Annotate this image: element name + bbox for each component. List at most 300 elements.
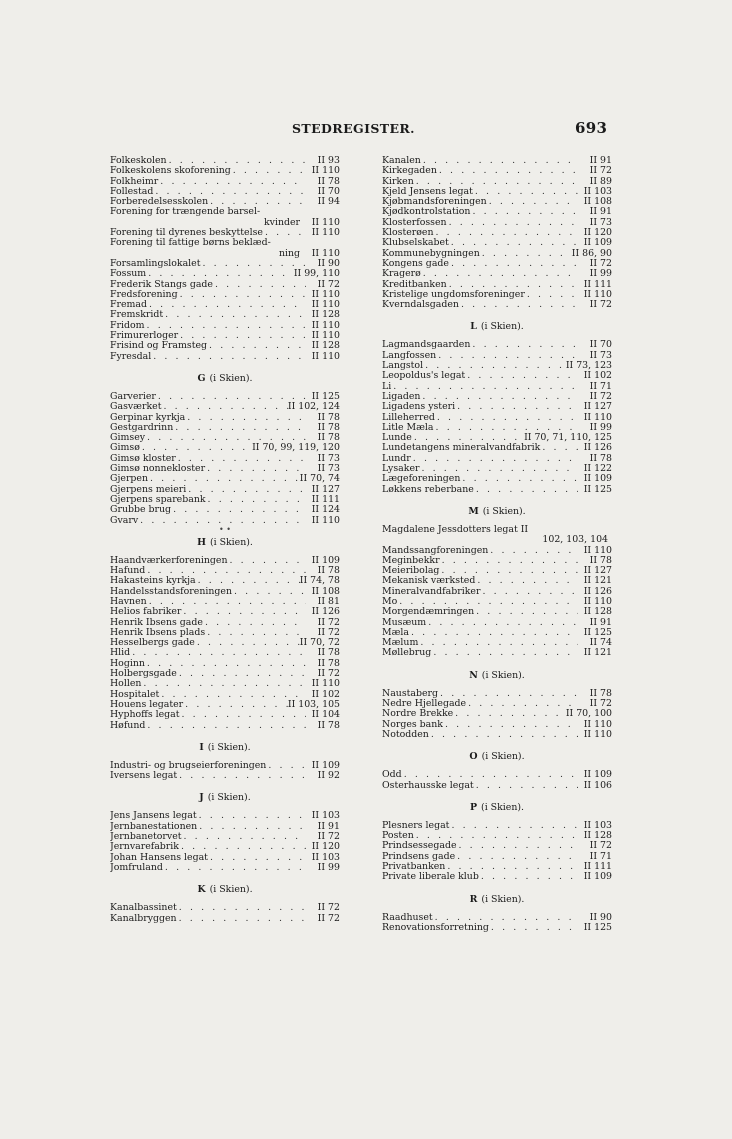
dot-leader [457,841,579,851]
dot-leader [130,648,306,658]
dot-leader [453,709,566,719]
index-entry [382,371,612,381]
index-entry [110,863,340,873]
dot-leader [181,607,306,617]
index-entry [382,821,612,831]
index-entry [110,832,340,842]
index-entry [110,485,340,495]
entry-name: Ligadens ysteri [382,402,456,413]
dot-leader [435,413,578,423]
dot-leader [145,721,306,731]
entry-page-ref: II 111 [583,862,612,873]
entry-page-ref: II 72 [317,279,340,290]
dot-leader [421,269,578,279]
entry-page-ref: II 110 [311,289,340,300]
entry-name: Follestad [110,186,154,197]
entry-page-ref: II 102, 124 [287,402,340,413]
index-column-left [110,156,340,924]
entry-name: Henrik Ibsens plads [110,627,206,638]
entry-name: Odd [382,770,402,781]
entry-name: Mineralvandfabriker [382,586,481,597]
entry-name: Lundr [382,453,411,464]
index-entry [110,331,340,341]
entry-name: Osterhausske legat [382,780,474,791]
index-entry [382,648,612,658]
entry-name: Gimsø [110,443,140,454]
entry-page-ref: II 103, 105 [287,699,340,710]
dot-leader [163,863,306,873]
index-entry [110,290,340,300]
section-heading-i: I (i Skien). [199,741,251,753]
entry-page-ref: II 78 [317,720,340,731]
entry-name: Kirkegaden [382,166,437,177]
entry-page-ref: II 74 [589,638,612,649]
entry-page-ref: II 103 [583,186,612,197]
index-entry [382,177,612,187]
entry-name: Høfund [110,720,146,731]
entry-name: Norges bank [382,719,443,730]
dot-leader [402,770,578,780]
index-entry [110,659,340,669]
entry-name: Frederik Stangs gade [110,279,213,290]
section-heading-j: J (i Skien). [199,792,251,804]
dot-leader [228,556,307,566]
dot-leader [429,730,578,740]
dot-leader [158,177,306,187]
dot-leader [266,761,306,771]
entry-name: Prindsessegade [382,841,457,852]
index-entry [382,841,612,851]
index-entry [110,269,340,279]
index-entry [382,638,612,648]
section-heading-m: M (i Skien). [468,505,526,517]
entry-name: Hospitalet [110,689,160,700]
dot-leader [449,259,578,269]
dot-leader [167,156,306,166]
dot-leader [460,474,578,484]
page-title: STEDREGISTER. [292,121,415,136]
entry-name: Kanalbryggen [110,913,177,924]
index-entry [382,166,612,176]
index-entry [110,842,340,852]
entry-page-ref: II 109 [583,770,612,781]
entry-name: Renovationsforretning [382,922,489,933]
dot-leader [148,474,300,484]
dot-leader [540,443,578,453]
index-entry [382,730,612,740]
entry-name: Løkkens reberbane [382,484,474,495]
entry-name: Iversens legat [110,771,178,782]
dot-leader [439,566,578,576]
index-entry [382,423,612,433]
dot-leader [436,351,578,361]
index-entry-line: Magdalene Jessdotters legat II [382,523,529,535]
dot-leader [185,413,306,423]
entry-page-ref: II 78 [317,422,340,433]
entry-name: Li [382,381,392,392]
dot-leader [455,402,578,412]
dot-leader [159,690,306,700]
dot-leader [459,300,578,310]
entry-page-ref: II 70, 99, 119, 120 [252,443,340,454]
index-entry [110,300,340,310]
dot-leader [183,700,288,710]
entry-page-ref: II 110 [311,320,340,331]
entry-name: Hesselbergs gade [110,638,195,649]
index-entry [110,669,340,679]
entry-page-ref: II 110 [311,300,340,311]
index-entry [382,464,612,474]
dot-leader [438,689,578,699]
dot-leader [171,505,306,515]
dot-leader [474,485,578,495]
index-entry [110,811,340,821]
entry-page-ref: II 73 [589,350,612,361]
entry-name: Kongens gade [382,258,449,269]
entry-page-ref: II 73 [589,217,612,228]
entry-name: Klosterfossen [382,217,447,228]
entry-page-ref: II 125 [583,627,612,638]
dot-leader [412,433,524,443]
index-entry [382,197,612,207]
entry-name: Kristelige ungdomsforeninger [382,289,525,300]
entry-name: Kommunebygningen [382,248,480,259]
entry-name: Mandssangforeningen [382,545,489,556]
entry-name: Gimsey [110,433,146,444]
section-heading-k: K (i Skien). [197,884,253,896]
dot-leader [207,341,306,351]
entry-page-ref: II 91 [589,617,612,628]
entry-page-ref: II 72 [317,617,340,628]
index-entry [382,402,612,412]
dot-leader [489,923,578,933]
index-entry-continuation: kvinder II 110 [263,216,340,228]
index-entry [382,709,612,719]
entry-name: Gjerpen [110,474,149,485]
dot-leader [479,872,578,882]
entry-name: Jomfruland [110,862,163,873]
dot-leader [203,618,306,628]
index-entry [382,618,612,628]
index-entry [382,597,612,607]
entry-name: Helios fabriker [110,607,182,618]
entry-page-ref: II 72 [317,627,340,638]
entry-page-ref: II 70, 74 [299,474,340,485]
entry-name: Gasværket [110,402,162,413]
entry-page-ref: II 78 [317,648,340,659]
entry-name: Haandværkerforeningen [110,555,228,566]
entry-page-ref: II 111 [311,494,340,505]
index-entry [110,433,340,443]
index-entry [382,546,612,556]
index-entry [382,913,612,923]
entry-page-ref: II 104 [311,710,340,721]
index-entry [110,576,340,586]
entry-name: Handelsstandsforeningen [110,586,232,597]
entry-page-ref: II 78 [589,555,612,566]
index-entry [110,761,340,771]
dot-leader [455,852,578,862]
index-entry-continuation: 102, 103, 104 [542,534,608,546]
entry-name: Fremskridt [110,310,164,321]
entry-page-ref: II 110 [583,412,612,423]
index-entry [110,771,340,781]
entry-page-ref: II 78 [317,433,340,444]
index-entry [110,700,340,710]
index-entry [110,392,340,402]
index-entry [110,402,340,412]
index-entry [110,187,340,197]
entry-page-ref: II 93 [317,156,340,166]
entry-page-ref: II 109 [583,872,612,883]
index-entry [382,862,612,872]
dot-leader [182,832,306,842]
entry-page-ref: II 72 [317,913,340,924]
entry-page-ref: II 72 [589,166,612,177]
entry-page-ref: II 110 [311,166,340,177]
index-entry [382,413,612,423]
entry-name: Hoginn [110,658,145,669]
dot-leader [440,556,578,566]
entry-page-ref: II 103 [311,852,340,863]
dot-leader [163,310,306,320]
entry-name: Forberedelsesskolen [110,197,209,208]
entry-page-ref: II 70, 100 [565,709,612,720]
entry-page-ref: II 78 [317,566,340,577]
index-entry [110,597,340,607]
index-entry [382,187,612,197]
dot-leader [487,197,578,207]
entry-name: Plesners legat [382,820,450,831]
index-entry [110,495,340,505]
entry-page-ref: II 106 [583,780,612,791]
index-entry [382,576,612,586]
index-entry [382,361,612,371]
entry-page-ref: II 102 [311,689,340,700]
dot-leader [205,628,306,638]
dot-leader [177,903,306,913]
index-entry [382,207,612,217]
entry-page-ref: II 128 [583,607,612,618]
entry-name: Folkeskolen [110,156,167,166]
entry-page-ref: II 91 [589,207,612,218]
entry-name: Private liberale klub [382,872,479,883]
dot-leader [480,587,578,597]
entry-name: Jens Jansens legat [110,811,197,822]
dot-leader [145,321,306,331]
entry-page-ref: II 110 [583,596,612,607]
index-entry [110,822,340,832]
index-entry [382,290,612,300]
entry-name: Fremad [110,300,148,311]
entry-page-ref: II 127 [583,402,612,413]
entry-page-ref: II 73, 123 [565,361,612,372]
dot-leader [414,831,578,841]
entry-name: Holbergsgade [110,669,177,680]
entry-name: Mekanisk værksted [382,576,476,587]
index-entry [110,352,340,362]
index-entry [382,443,612,453]
entry-page-ref: II 73 [317,464,340,475]
dot-leader [445,862,578,872]
entry-page-ref: II 110 [583,289,612,300]
entry-name: Privatbanken [382,862,446,873]
dot-leader [180,710,306,720]
entry-name: Grubbe brug [110,505,172,516]
dot-leader [466,699,578,709]
index-entry [382,781,612,791]
entry-name: Meginbekkr [382,555,440,566]
dot-leader [140,443,252,453]
entry-page-ref: II 99 [589,269,612,280]
entry-name: Klubselskabet [382,238,449,249]
index-column-right [382,156,612,933]
entry-page-ref: II 103 [311,811,340,822]
dot-leader [474,607,578,617]
dot-leader [197,811,306,821]
entry-page-ref: II 127 [311,484,340,495]
dot-leader [208,853,306,863]
entry-name: Morgendæmringen [382,607,475,618]
dot-leader [421,156,578,166]
entry-page-ref: II 99 [589,422,612,433]
dot-leader [200,259,306,269]
entry-page-ref: II 122 [583,464,612,475]
section-heading-h: H (i Skien). [197,536,253,548]
entry-page-ref: II 109 [311,760,340,771]
entry-name: Klosterøen [382,228,434,239]
section-heading-o: O (i Skien). [469,751,525,763]
dot-leader [447,280,578,290]
dot-leader [434,228,579,238]
entry-page-ref: II 71 [589,381,612,392]
entry-page-ref: II 103 [583,820,612,831]
entry-name: Litle Mæla [382,422,434,433]
index-entry [382,218,612,228]
entry-name: Jernvarefabrik [110,842,179,853]
entry-page-ref: II 127 [583,566,612,577]
dot-leader [178,331,306,341]
index-entry [110,638,340,648]
dot-leader [411,454,578,464]
entry-page-ref: II 109 [583,474,612,485]
section-heading-g: G (i Skien). [197,372,253,384]
entry-name: Jernbanestationen [110,821,198,832]
index-entry [110,321,340,331]
dot-leader [145,659,306,669]
dot-leader [141,679,306,689]
dot-leader [418,638,578,648]
index-entry [382,485,612,495]
index-entry [110,607,340,617]
entry-name: Kjødkontrolstation [382,207,471,218]
entry-page-ref: II 110 [311,679,340,690]
entry-name: Mælum [382,638,419,649]
entry-page-ref: II 126 [311,607,340,618]
entry-name: Hafund [110,566,146,577]
entry-page-ref: II 70 [317,186,340,197]
index-entry [110,341,340,351]
index-entry [110,310,340,320]
entry-name: Kverndalsgaden [382,300,459,311]
dot-leader [474,781,578,791]
entry-name: Fyresdal [110,351,152,362]
entry-name: Lundetangens mineralvandfabrik [382,443,541,454]
entry-page-ref: II 94 [317,197,340,208]
entry-page-ref: II 72 [589,841,612,852]
ornament-mark: • • [219,524,231,534]
index-entry [110,618,340,628]
entry-page-ref: II 124 [311,505,340,516]
dot-leader [161,402,287,412]
entry-page-ref: II 128 [311,310,340,321]
index-entry [382,872,612,882]
index-entry [382,689,612,699]
index-entry [382,852,612,862]
entry-page-ref: II 78 [317,176,340,187]
entry-page-ref: II 110 [583,719,612,730]
index-entry [110,156,340,166]
entry-page-ref: II 72 [317,903,340,914]
entry-name: Hlid [110,648,131,659]
entry-name: Hollen [110,679,142,690]
entry-name: Raadhuset [382,912,433,923]
dot-leader [232,587,306,597]
entry-page-ref: II 109 [583,238,612,249]
index-entry [110,903,340,913]
entry-name: Gjerpens sparebank [110,494,206,505]
entry-page-ref: II 78 [317,412,340,423]
entry-name: Møllebrug [382,648,432,659]
index-entry [110,914,340,924]
entry-name: Kragerø [382,269,421,280]
dot-leader [145,433,306,443]
dot-leader [205,464,306,474]
entry-name: Kirken [382,176,414,187]
entry-name: Lilleherred [382,412,435,423]
entry-page-ref: II 73 [317,453,340,464]
entry-name: Meieribolag [382,566,440,577]
index-entry [382,628,612,638]
dot-leader [156,392,306,402]
entry-name: Musæum [382,617,427,628]
entry-name: Kjøbmandsforeningen [382,197,487,208]
entry-page-ref: II 71 [589,851,612,862]
index-entry [110,853,340,863]
index-entry [382,300,612,310]
section-heading-r: R (i Skien). [469,893,525,905]
entry-page-ref: II 92 [317,771,340,782]
dot-leader [423,361,566,371]
entry-name: Gimsø kloster [110,453,176,464]
dot-leader [147,597,306,607]
dot-leader [414,177,578,187]
entry-page-ref: II 110 [583,545,612,556]
index-entry [382,340,612,350]
section-heading-p: P (i Skien). [469,801,525,813]
index-entry [110,259,340,269]
dot-leader [433,913,578,923]
entry-name: Industri- og brugseierforeningen [110,760,267,771]
entry-name: Mæla [382,627,409,638]
entry-page-ref: II 110 [311,351,340,362]
entry-name: Folkheimr [110,176,159,187]
dot-leader [437,166,578,176]
index-entry [110,566,340,576]
entry-page-ref: II 111 [583,279,612,290]
index-entry [110,413,340,423]
index-entry [382,720,612,730]
